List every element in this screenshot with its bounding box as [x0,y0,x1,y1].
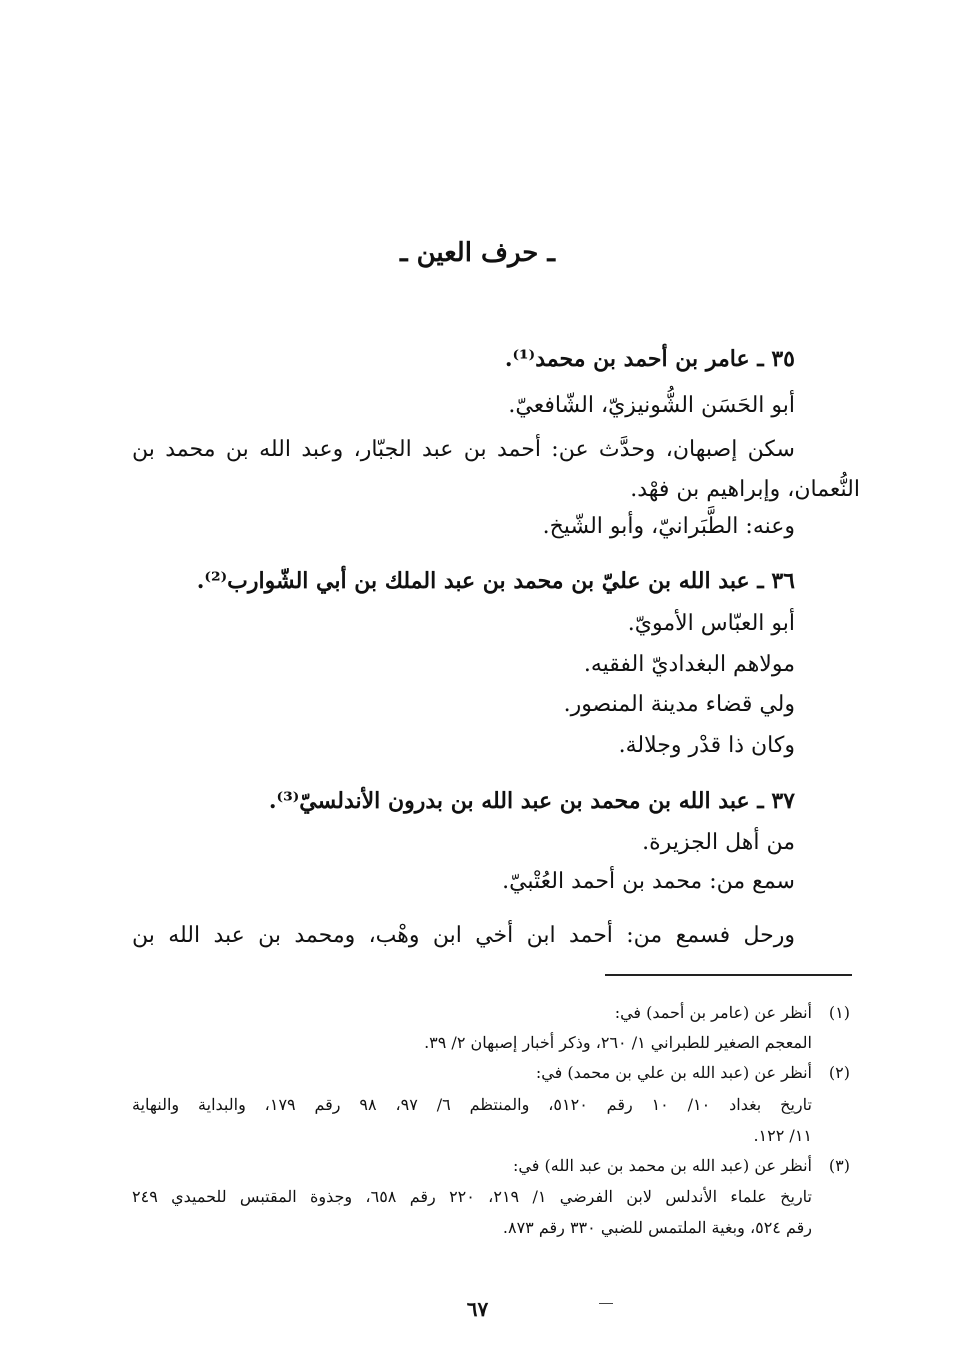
section-title: ـ حرف العين ـ [399,238,556,268]
entry-36-line-2: مولاهم البغداديّ الفقيه. [583,652,795,677]
entry-35-heading: ٣٥ ـ عامر بن أحمد بن محمد⁽¹⁾. [504,346,795,372]
footnote-divider [605,974,852,976]
footnote-2-line-2: تاريخ بغداد ١٠/ ١٠ رقم ٥١٢٠، والمنتظم ٦/ ٩٧، ٩٨ رقم ١٧٩، والبداية والنهاية [132,1095,812,1114]
entry-37-heading: ٣٧ ـ عبد الله بن محمد بن عبد الله بن بدرون الأندلسيّ⁽³⁾. [268,788,795,814]
entry-36-heading: ٣٦ ـ عبد الله بن عليّ بن محمد بن عبد الملك بن أبي الشّوارب⁽²⁾. [196,568,795,594]
footnote-1-line-2: المعجم الصغير للطبراني ١/ ٢٦٠، وذكر أخبار إصبهان ٢/ ٣٩. [424,1033,812,1052]
entry-37-line-1: من أهل الجزيرة. [642,830,795,855]
scan-mark [599,1303,613,1304]
footnote-2-number: (٢) [828,1063,850,1082]
entry-36-line-1: أبو العبّاس الأمويّ. [627,611,795,636]
entry-35-line-1: أبو الحَسَن الشُّونيزيّ، الشّافعيّ. [508,393,795,418]
entry-35-line-3: النُّعمان، وإبراهيم بن فهْد. [630,477,860,502]
entry-35-line-2: سكن إصبهان، وحدَّث عن: أحمد بن عبد الجبّار، وعبد الله بن محمد بن [132,437,795,462]
footnote-1-line-1: أنظر عن (عامر بن أحمد) في: [614,1003,812,1022]
footnote-1-number: (١) [828,1003,850,1022]
footnote-2-line-3: ١١/ ١٢٢. [753,1126,812,1145]
entry-36-line-3: ولي قضاء مدينة المنصور. [563,692,795,717]
entry-37-line-3: ورحل فسمع من: أحمد ابن أخي ابن وهْب، ومحمد بن عبد الله بن [132,923,795,948]
entry-37-line-2: سمع من: محمد بن أحمد العُتْبيّ. [502,869,795,894]
page-number: ٦٧ [466,1297,489,1321]
footnote-3-number: (٣) [828,1156,850,1175]
footnote-3-line-1: أنظر عن (عبد الله بن محمد بن عبد الله) في: [513,1156,812,1175]
footnote-3-line-2: تاريخ علماء الأندلس لابن الفرضي ١/ ٢١٩، ٢٢٠ رقم ٦٥٨، وجذوة المقتبس للحميدي ٢٤٩ [132,1187,813,1206]
footnote-2-line-1: أنظر عن (عبد الله بن علي بن محمد) في: [535,1063,812,1082]
entry-35-line-4: وعنه: الطَّبَرانيّ، وأبو الشّيخ. [542,514,795,539]
footnote-3-line-3: رقم ٥٢٤، وبغية الملتمس للضبي ٣٣٠ رقم ٨٧٣. [502,1218,812,1237]
entry-36-line-4: وكان ذا قدْر وجلالة. [618,733,795,758]
